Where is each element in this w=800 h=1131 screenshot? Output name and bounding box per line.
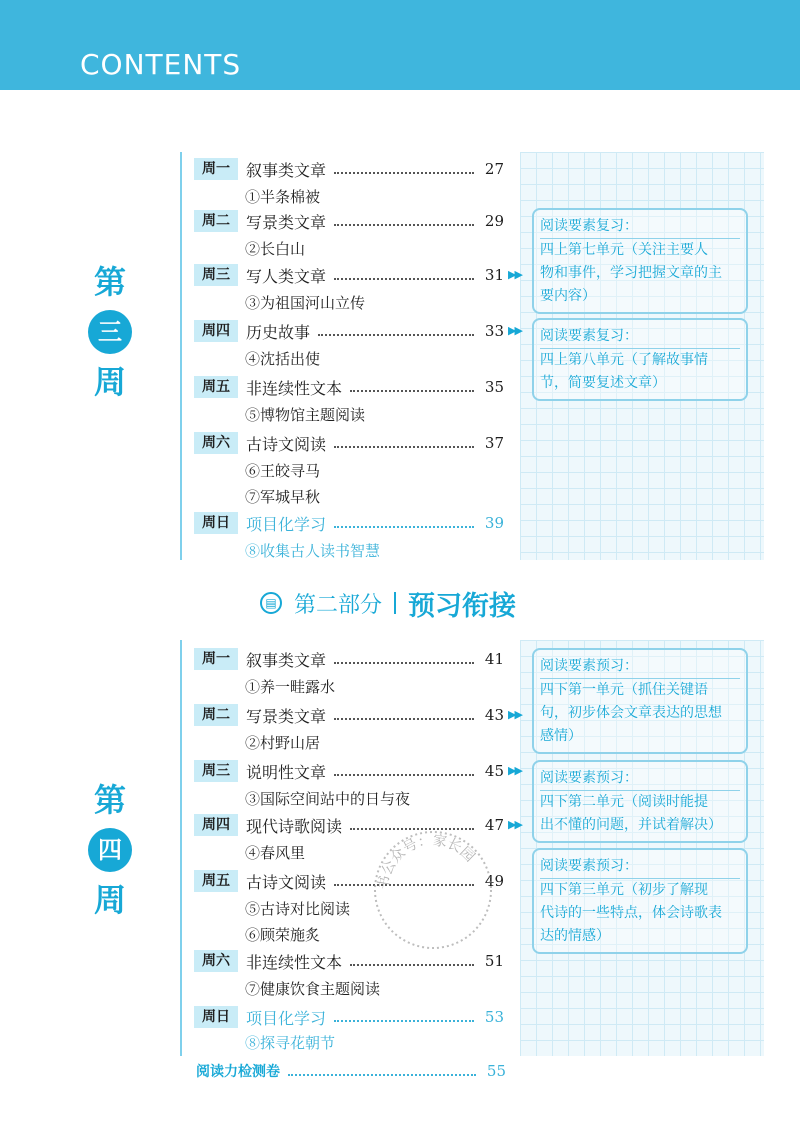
entry-title: 写人类文章 <box>246 266 327 286</box>
part-banner <box>260 585 516 621</box>
note-line: 四下第三单元（初步了解现 <box>540 882 708 898</box>
note-line: 要内容） <box>540 288 596 304</box>
reading-review-note <box>532 208 748 314</box>
page-number: 35 <box>484 378 504 396</box>
stamp-text: 书公众号：家长园 <box>375 832 478 891</box>
toc-entry[interactable] <box>194 430 504 456</box>
week-4-label <box>80 780 140 920</box>
article-title[interactable]: ⑧收集古人读书智慧 <box>245 542 381 560</box>
day-badge: 周二 <box>194 704 238 726</box>
toc-entry[interactable] <box>194 702 504 728</box>
week-label-suffix: 周 <box>93 881 126 919</box>
note-line: 出不懂的问题，并试着解决） <box>540 817 722 833</box>
page-number: 43 <box>484 706 504 724</box>
test-title: 阅读力检测卷 <box>196 1064 280 1080</box>
article-title[interactable]: ⑤古诗对比阅读 <box>245 900 351 918</box>
page-number: 51 <box>484 952 504 970</box>
leader-dots <box>334 164 474 174</box>
note-line: 节，简要复述文章） <box>540 375 666 391</box>
week-number-badge: 四 <box>88 828 132 872</box>
entry-title: 叙事类文章 <box>246 160 327 180</box>
day-badge: 周日 <box>194 1006 238 1028</box>
note-heading: 阅读要素复习： <box>540 214 740 239</box>
arrow-right-icon: ▶▶ <box>508 324 521 337</box>
note-heading: 阅读要素复习： <box>540 324 740 349</box>
page-number: 49 <box>484 872 504 890</box>
article-title[interactable]: ③为祖国河山立传 <box>245 294 366 312</box>
week-label-prefix: 第 <box>93 781 126 819</box>
day-badge: 周二 <box>194 210 238 232</box>
article-title[interactable]: ⑦军城早秋 <box>245 488 321 506</box>
toc-entry-project[interactable] <box>194 510 504 536</box>
entry-title: 说明性文章 <box>246 762 327 782</box>
note-heading: 阅读要素预习： <box>540 654 740 679</box>
entry-title: 非连续性文本 <box>246 378 343 398</box>
leader-dots <box>334 1012 474 1022</box>
toc-entry-project[interactable] <box>194 1004 504 1030</box>
entry-title: 古诗文阅读 <box>246 434 327 454</box>
page-number: 37 <box>484 434 504 452</box>
day-badge: 周三 <box>194 264 238 286</box>
part-number: 第二部分 <box>294 592 383 618</box>
note-line: 四下第二单元（阅读时能提 <box>540 794 708 810</box>
arrow-right-icon: ▶▶ <box>508 268 521 281</box>
article-title[interactable]: ④春风里 <box>245 844 306 862</box>
toc-entry[interactable] <box>194 156 504 182</box>
week-label-prefix: 第 <box>93 263 126 301</box>
page-number: 29 <box>484 212 504 230</box>
svg-text:书公众号：家长园 <box>375 833 478 891</box>
leader-dots <box>334 270 474 280</box>
article-title[interactable]: ①养一畦露水 <box>245 678 336 696</box>
page-number: 55 <box>486 1062 506 1080</box>
arrow-right-icon: ▶▶ <box>508 708 521 721</box>
note-line: 四上第七单元（关注主要人 <box>540 242 708 258</box>
leader-dots <box>288 1066 476 1076</box>
article-title[interactable]: ⑤博物馆主题阅读 <box>245 406 366 424</box>
entry-title: 现代诗歌阅读 <box>246 816 343 836</box>
day-badge: 周一 <box>194 158 238 180</box>
article-title[interactable]: ②村野山居 <box>245 734 321 752</box>
day-badge: 周一 <box>194 648 238 670</box>
toc-entry[interactable] <box>194 262 504 288</box>
day-badge: 周六 <box>194 432 238 454</box>
entry-title: 古诗文阅读 <box>246 872 327 892</box>
toc-entry[interactable] <box>194 208 504 234</box>
week-3-divider <box>180 152 182 560</box>
leader-dots <box>334 766 474 776</box>
entry-title: 项目化学习 <box>246 1008 327 1028</box>
toc-entry[interactable] <box>194 318 504 344</box>
leader-dots <box>334 654 474 664</box>
leader-dots <box>334 518 474 528</box>
page-number: 27 <box>484 160 504 178</box>
page-number: 41 <box>484 650 504 668</box>
toc-entry[interactable] <box>194 374 504 400</box>
leader-dots <box>334 438 474 448</box>
entry-title: 项目化学习 <box>246 514 327 534</box>
day-badge: 周五 <box>194 870 238 892</box>
article-title[interactable]: ⑥顾荣施炙 <box>245 926 321 944</box>
article-title[interactable]: ④沈括出使 <box>245 350 321 368</box>
page-number: 33 <box>484 322 504 340</box>
page-number: 53 <box>484 1008 504 1026</box>
day-badge: 周六 <box>194 950 238 972</box>
entry-title: 历史故事 <box>246 322 311 342</box>
article-title[interactable]: ①半条棉被 <box>245 188 321 206</box>
page-number: 45 <box>484 762 504 780</box>
note-heading: 阅读要素预习： <box>540 766 740 791</box>
page-number: 47 <box>484 816 504 834</box>
note-line: 达的情感） <box>540 928 610 944</box>
entry-title: 写景类文章 <box>246 706 327 726</box>
page-number: 39 <box>484 514 504 532</box>
article-title[interactable]: ②长白山 <box>245 240 306 258</box>
toc-entry[interactable] <box>194 646 504 672</box>
watermark-stamp <box>368 825 498 955</box>
contents-title: CONTENTS <box>80 48 242 81</box>
reading-review-note <box>532 318 748 401</box>
article-title[interactable]: ⑦健康饮食主题阅读 <box>245 980 381 998</box>
toc-entry-test[interactable] <box>196 1060 506 1082</box>
leader-dots <box>334 216 474 226</box>
leader-dots <box>350 382 474 392</box>
article-title[interactable]: ⑥王皎寻马 <box>245 462 321 480</box>
arrow-right-icon: ▶▶ <box>508 764 521 777</box>
entry-title: 非连续性文本 <box>246 952 343 972</box>
page-number: 31 <box>484 266 504 284</box>
part-title: 预习衔接 <box>408 590 517 622</box>
arrow-right-icon: ▶▶ <box>508 818 521 831</box>
leader-dots <box>318 326 474 336</box>
day-badge: 周四 <box>194 320 238 342</box>
day-badge: 周四 <box>194 814 238 836</box>
note-line: 代诗的一些特点，体会诗歌表 <box>540 905 722 921</box>
header-band <box>0 0 800 90</box>
week-4-divider <box>180 640 182 1056</box>
divider <box>394 592 396 614</box>
note-line: 物和事件，学习把握文章的主 <box>540 265 722 281</box>
entry-title: 叙事类文章 <box>246 650 327 670</box>
note-heading: 阅读要素预习： <box>540 854 740 879</box>
note-line: 感情） <box>540 728 582 744</box>
article-title[interactable]: ⑧探寻花朝节 <box>245 1034 336 1052</box>
week-label-suffix: 周 <box>93 363 126 401</box>
toc-entry[interactable] <box>194 758 504 784</box>
reading-preview-note <box>532 760 748 843</box>
reading-preview-note <box>532 848 748 954</box>
week-3-label <box>80 262 140 402</box>
book-icon: ▤ <box>260 592 282 614</box>
leader-dots <box>334 710 474 720</box>
day-badge: 周日 <box>194 512 238 534</box>
article-title[interactable]: ③国际空间站中的日与夜 <box>245 790 411 808</box>
leader-dots <box>350 956 474 966</box>
day-badge: 周三 <box>194 760 238 782</box>
note-line: 句，初步体会文章表达的思想 <box>540 705 722 721</box>
note-line: 四下第一单元（抓住关键语 <box>540 682 708 698</box>
reading-preview-note <box>532 648 748 754</box>
entry-title: 写景类文章 <box>246 212 327 232</box>
day-badge: 周五 <box>194 376 238 398</box>
note-line: 四上第八单元（了解故事情 <box>540 352 708 368</box>
week-number-badge: 三 <box>88 310 132 354</box>
